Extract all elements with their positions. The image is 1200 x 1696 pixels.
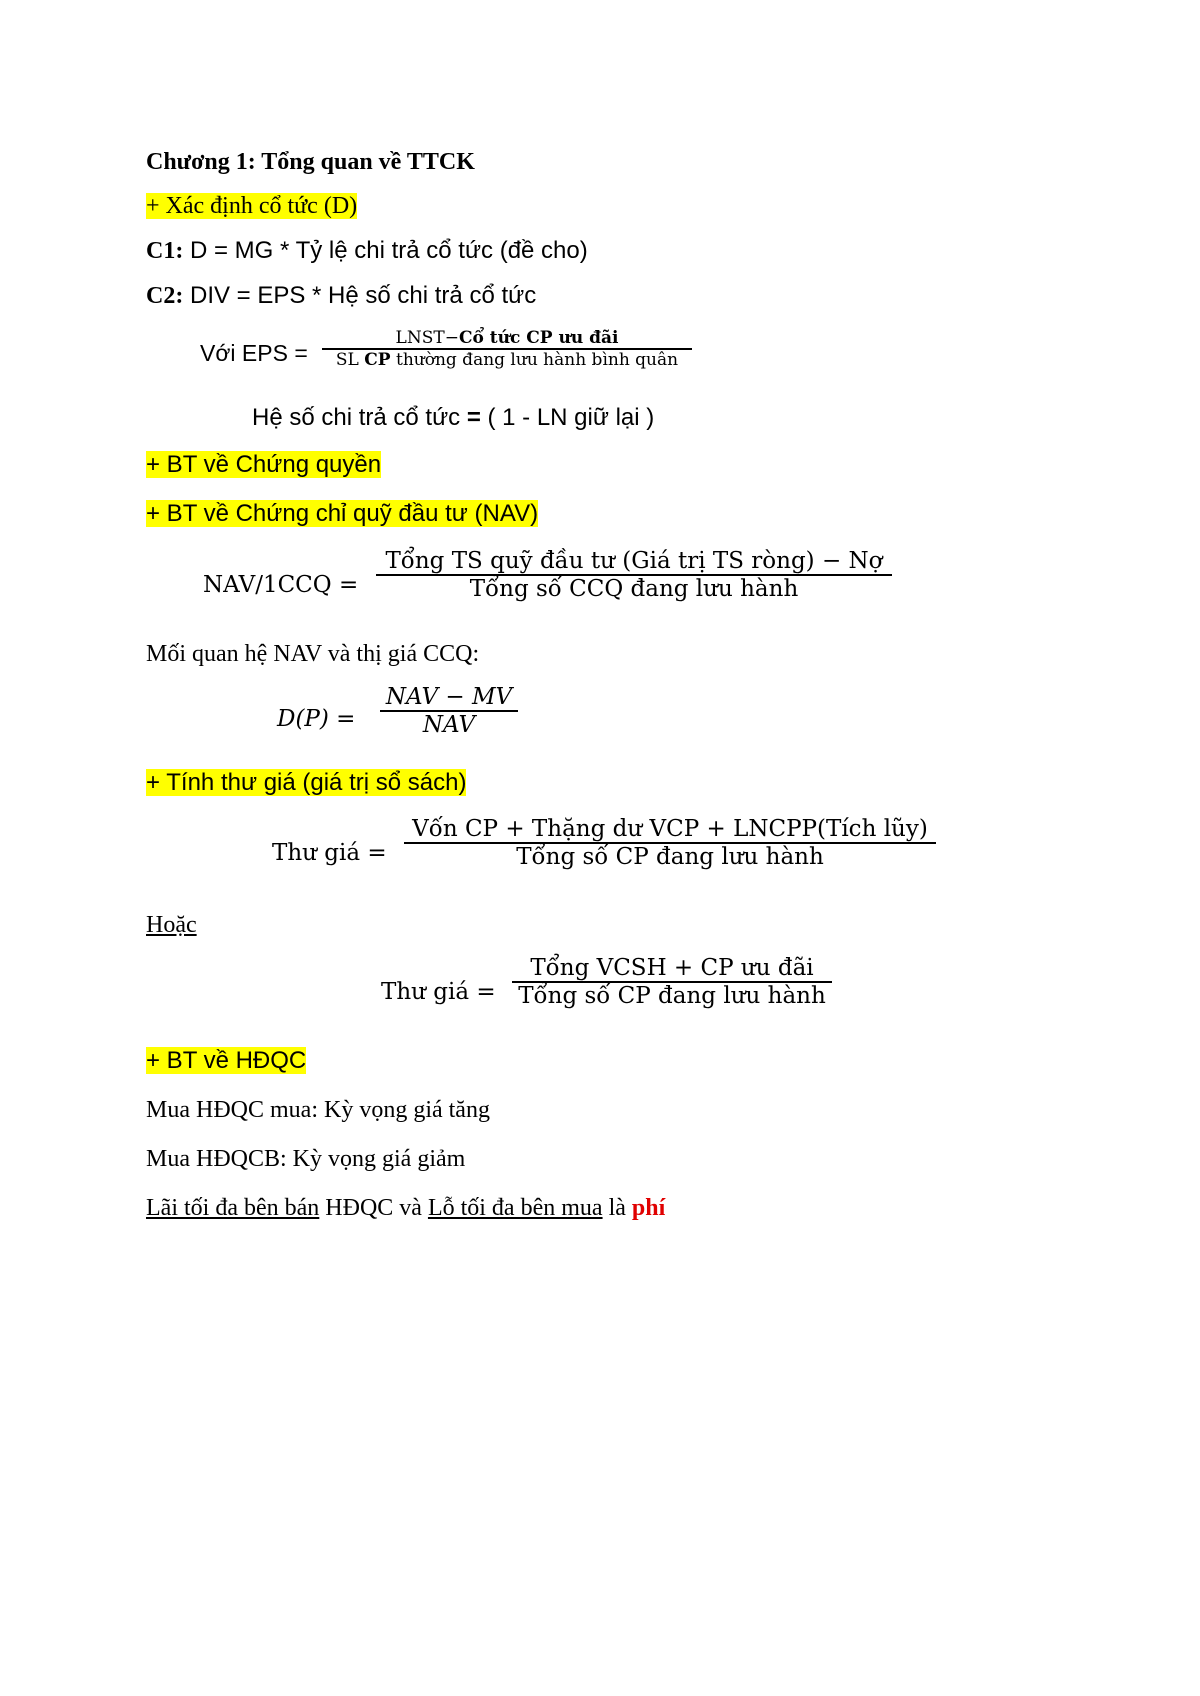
eps-den-sl: SL — [335, 350, 365, 370]
method-c1-label: C1: — [146, 238, 184, 264]
premium-word: phí — [631, 1195, 666, 1221]
payout-expression: ( 1 - LN giữ lại ) — [480, 404, 655, 431]
final-connector-1: HĐQC và — [319, 1195, 428, 1221]
method-c1-text: D = MG * Tỷ lệ chi trả cổ tức (đề cho) — [183, 237, 588, 264]
method-c2-text: DIV = EPS * Hệ số chi trả cổ tức — [183, 282, 537, 309]
book1-fraction — [404, 816, 936, 870]
eps-den-cp: CP — [364, 350, 391, 370]
buy-put: Mua HĐQCB: Kỳ vọng giá giảm — [146, 1146, 466, 1172]
eps-numerator — [392, 328, 623, 348]
eps-num-dividend: Cổ tức CP ưu đãi — [458, 328, 619, 348]
book2-fraction — [512, 955, 832, 1009]
chapter-title: Chương 1: Tổng quan về TTCK — [146, 149, 475, 175]
book2-lhs: Thư giá = — [381, 979, 496, 1005]
payout-equals: = — [466, 404, 481, 431]
section-dividend — [146, 190, 357, 222]
method-c2-label: C2: — [146, 283, 184, 309]
section-nav — [146, 498, 538, 530]
final-connector-2: là — [602, 1195, 632, 1221]
section-nav-label: + BT về Chứng chỉ quỹ đầu tư (NAV) — [146, 500, 539, 527]
nav-relation: Mối quan hệ NAV và thị giá CCQ: — [146, 641, 480, 667]
book2-numerator: Tổng VCSH + CP ưu đãi — [530, 955, 814, 981]
dp-lhs: D(P) = — [277, 706, 356, 732]
section-warrant-label: + BT về Chứng quyền — [146, 451, 382, 478]
book1-denominator: Tổng số CP đang lưu hành — [516, 844, 824, 870]
section-book-value — [146, 767, 466, 799]
book1-numerator: Vốn CP + Thặng dư VCP + LNCPP(Tích lũy) — [412, 816, 928, 842]
method-c2 — [146, 280, 536, 312]
section-futures-label: + BT về HĐQC — [146, 1047, 307, 1074]
eps-lhs: Với EPS = — [200, 340, 308, 366]
dp-numerator: NAV − MV — [385, 684, 513, 710]
section-dividend-label: + Xác định cổ tức (D) — [146, 193, 358, 219]
nav-fraction — [376, 548, 892, 602]
max-profit-seller: Lãi tối đa bên bán — [146, 1195, 320, 1221]
method-c1 — [146, 235, 588, 267]
dp-fraction — [380, 684, 518, 738]
eps-fraction — [322, 328, 692, 370]
dp-denominator: NAV — [422, 712, 476, 738]
book2-denominator: Tổng số CP đang lưu hành — [518, 983, 826, 1009]
section-book-value-label: + Tính thư giá (giá trị sổ sách) — [146, 769, 467, 796]
nav-numerator: Tổng TS quỹ đầu tư (Giá trị TS ròng) − Nợ — [385, 548, 883, 574]
section-futures — [146, 1045, 306, 1077]
nav-denominator: Tổng số CCQ đang lưu hành — [469, 576, 799, 602]
book1-lhs: Thư giá = — [272, 840, 387, 866]
payout-label: Hệ số chi trả cổ tức — [252, 404, 467, 431]
eps-denominator — [332, 350, 682, 370]
eps-den-rest: thường đang lưu hành bình quân — [390, 350, 679, 370]
nav-lhs: NAV/1CCQ = — [203, 572, 359, 598]
or-label: Hoặc — [146, 912, 197, 938]
max-loss-buyer: Lỗ tối đa bên mua — [427, 1195, 603, 1221]
eps-num-lnst: LNST− — [395, 328, 459, 348]
buy-call: Mua HĐQC mua: Kỳ vọng giá tăng — [146, 1097, 490, 1123]
section-warrant — [146, 449, 381, 481]
payout-ratio — [252, 402, 654, 434]
max-profit-loss — [146, 1192, 665, 1224]
